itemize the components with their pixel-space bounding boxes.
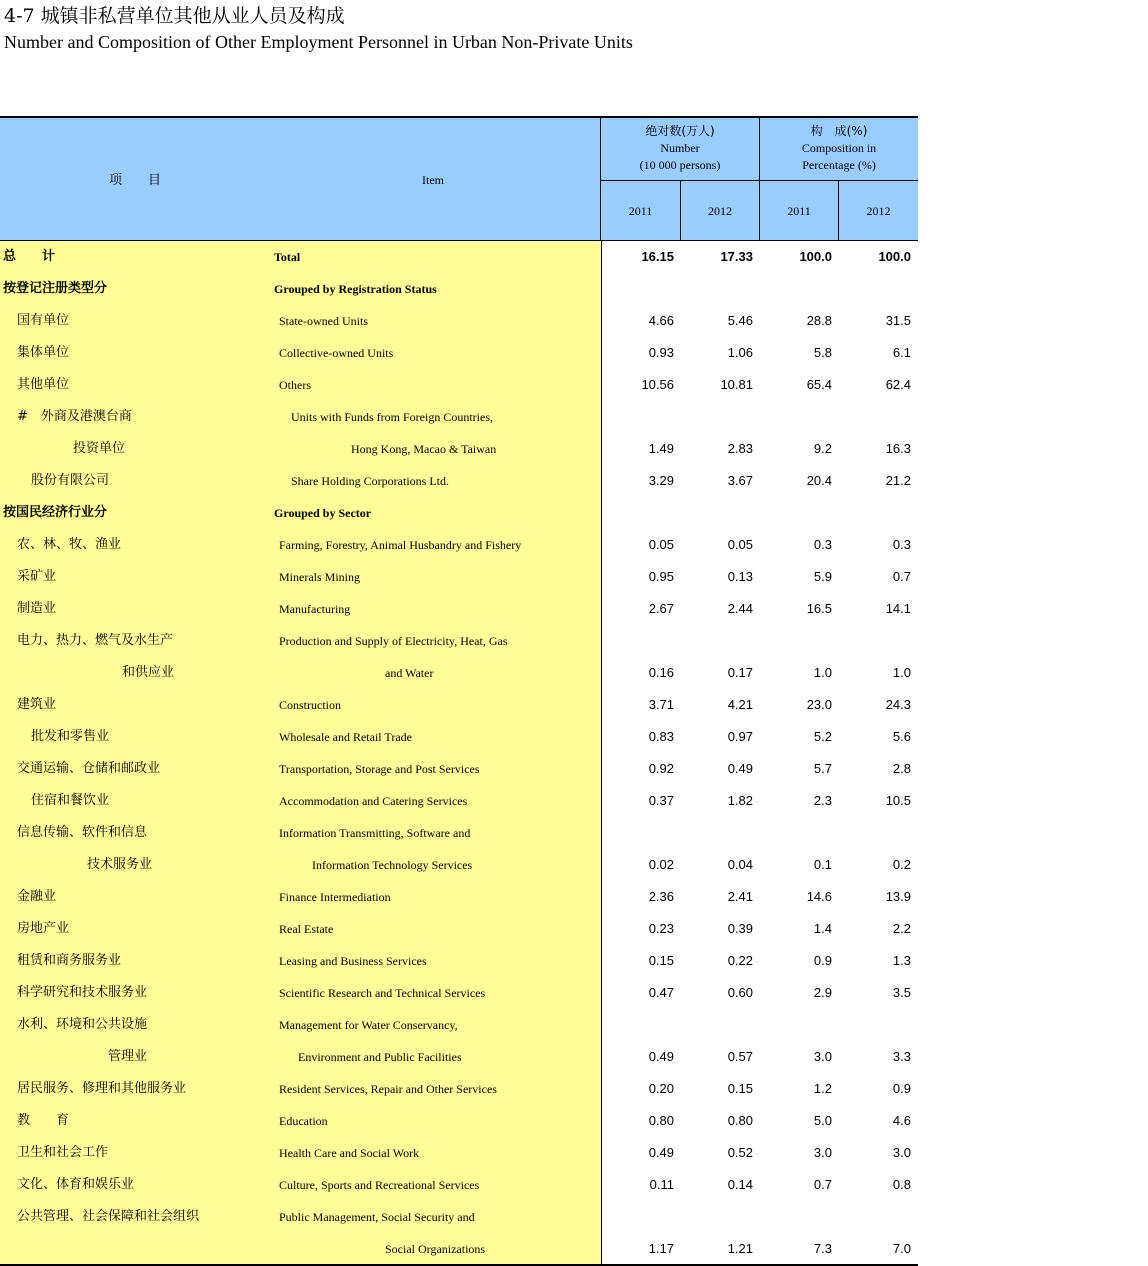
row-label-cn: # 外商及港澳台商	[17, 409, 132, 424]
row-label-cn: 股份有限公司	[31, 473, 110, 488]
table-body	[0, 241, 918, 1265]
row-value: 1.82	[727, 793, 753, 808]
table-row	[0, 1009, 918, 1041]
row-value: 14.6	[806, 889, 832, 904]
row-value: 16.15	[641, 249, 674, 264]
header-year: 2012	[708, 204, 732, 218]
row-label-en: Culture, Sports and Recreational Services	[279, 1178, 480, 1192]
row-value: 16.5	[806, 601, 832, 616]
row-label-en: Social Organizations	[385, 1242, 486, 1256]
row-value: 0.15	[727, 1081, 753, 1096]
row-value: 13.9	[885, 889, 911, 904]
table-row	[0, 1073, 918, 1105]
row-value: 0.05	[727, 537, 753, 552]
row-value: 31.5	[885, 313, 911, 328]
row-label-cn: 文化、体育和娱乐业	[17, 1177, 135, 1192]
row-label-cn: 水利、环境和公共设施	[17, 1017, 148, 1032]
row-value: 0.14	[727, 1177, 753, 1192]
row-label-cn: 农、林、牧、渔业	[17, 537, 122, 552]
row-value: 2.44	[727, 601, 753, 616]
row-label-cn: 和供应业	[122, 665, 175, 680]
row-value: 5.8	[813, 345, 832, 360]
row-value: 1.21	[727, 1241, 753, 1256]
row-value: 0.7	[892, 569, 911, 584]
header-number-unit: (10 000 persons)	[639, 158, 721, 172]
row-label-cn: 居民服务、修理和其他服务业	[17, 1081, 187, 1096]
row-label-cn: 按登记注册类型分	[3, 281, 108, 296]
row-label-en: Scientific Research and Technical Services	[279, 986, 486, 1000]
row-value: 1.2	[813, 1081, 832, 1096]
row-value: 0.49	[648, 1049, 674, 1064]
row-value: 0.13	[727, 569, 753, 584]
header-year: 2012	[866, 204, 891, 218]
row-label-cn: 其他单位	[17, 377, 70, 392]
row-value: 0.3	[813, 537, 832, 552]
row-label-en: Minerals Mining	[279, 570, 360, 584]
row-value: 1.06	[727, 345, 753, 360]
table-row	[0, 241, 918, 273]
table-row	[0, 753, 918, 785]
row-value: 2.36	[648, 889, 674, 904]
row-label-en: Information Transmitting, Software and	[279, 826, 471, 840]
row-label-en: Transportation, Storage and Post Services	[279, 762, 480, 776]
table-row	[0, 529, 918, 561]
row-value: 10.56	[641, 377, 674, 392]
row-value: 0.52	[727, 1145, 753, 1160]
row-value: 2.3	[813, 793, 832, 808]
row-value: 6.1	[892, 345, 911, 360]
row-label-cn: 科学研究和技术服务业	[17, 985, 148, 1000]
table-row	[0, 881, 918, 913]
row-label-cn: 管理业	[108, 1049, 148, 1064]
row-value: 1.0	[813, 665, 832, 680]
row-value: 5.2	[813, 729, 832, 744]
table-row	[0, 337, 918, 369]
header-composition-cn: 构 成(%)	[810, 124, 868, 138]
table-row	[0, 433, 918, 465]
row-label-cn: 交通运输、仓储和邮政业	[17, 761, 161, 776]
header-composition-en: Composition in	[801, 141, 877, 155]
row-value: 5.9	[813, 569, 832, 584]
table-row	[0, 785, 918, 817]
table-row	[0, 721, 918, 753]
table-row	[0, 1041, 918, 1073]
row-value: 100.0	[799, 249, 832, 264]
row-value: 0.16	[648, 665, 674, 680]
row-value: 2.67	[648, 601, 674, 616]
row-value: 1.4	[813, 921, 832, 936]
row-value: 3.5	[892, 985, 911, 1000]
row-value: 1.17	[648, 1241, 674, 1256]
table-row	[0, 401, 918, 433]
row-value: 7.0	[892, 1241, 911, 1256]
row-value: 0.8	[892, 1177, 911, 1192]
row-value: 0.80	[727, 1113, 753, 1128]
row-label-en: Construction	[279, 698, 341, 712]
row-value: 24.3	[885, 697, 911, 712]
row-value: 9.2	[813, 441, 832, 456]
table-row	[0, 465, 918, 497]
row-value: 0.05	[648, 537, 674, 552]
header-number-cn: 绝对数(万人)	[645, 124, 715, 138]
row-label-cn: 总 计	[3, 249, 56, 264]
table-header	[0, 116, 918, 241]
header-year: 2011	[787, 204, 811, 218]
table-row	[0, 1169, 918, 1201]
row-label-cn: 卫生和社会工作	[17, 1145, 109, 1160]
row-value: 1.49	[648, 441, 674, 456]
table-row	[0, 1201, 918, 1233]
row-value: 0.83	[648, 729, 674, 744]
row-label-cn: 制造业	[17, 601, 57, 616]
row-value: 0.9	[813, 953, 832, 968]
row-value: 0.02	[648, 857, 674, 872]
row-label-en: Education	[279, 1114, 328, 1128]
row-value: 3.0	[813, 1049, 832, 1064]
row-label-en: Information Technology Services	[312, 858, 473, 872]
row-label-cn: 采矿业	[17, 569, 57, 584]
row-value: 10.5	[885, 793, 911, 808]
row-value: 0.95	[648, 569, 674, 584]
row-value: 0.23	[648, 921, 674, 936]
table-row	[0, 657, 918, 689]
row-label-cn: 电力、热力、燃气及水生产	[17, 633, 174, 648]
row-value: 10.81	[720, 377, 753, 392]
row-value: 0.20	[648, 1081, 674, 1096]
row-value: 28.8	[806, 313, 832, 328]
row-value: 0.9	[892, 1081, 911, 1096]
row-value: 0.57	[727, 1049, 753, 1064]
row-value: 2.9	[813, 985, 832, 1000]
row-label-cn: 按国民经济行业分	[3, 505, 108, 520]
row-label-en: Collective-owned Units	[279, 346, 394, 360]
header-divider	[600, 180, 918, 181]
table-row	[0, 497, 918, 529]
row-value: 0.7	[813, 1177, 832, 1192]
row-value: 3.29	[648, 473, 674, 488]
table-row	[0, 977, 918, 1009]
row-value: 2.41	[727, 889, 753, 904]
row-value: 3.0	[892, 1145, 911, 1160]
row-label-en: Environment and Public Facilities	[298, 1050, 462, 1064]
row-label-cn: 公共管理、社会保障和社会组织	[17, 1209, 200, 1224]
row-label-cn: 教 育	[17, 1113, 70, 1128]
table-title-english: Number and Composition of Other Employment Personnel in Urban Non-Private Units	[4, 32, 633, 52]
table-row	[0, 593, 918, 625]
row-label-cn: 投资单位	[73, 441, 126, 456]
table-row	[0, 1233, 918, 1265]
table-row	[0, 305, 918, 337]
row-value: 0.39	[727, 921, 753, 936]
row-value: 3.3	[892, 1049, 911, 1064]
row-value: 23.0	[806, 697, 832, 712]
row-value: 0.1	[813, 857, 832, 872]
row-value: 3.71	[648, 697, 674, 712]
row-label-cn: 住宿和餐饮业	[31, 793, 110, 808]
row-label-en: Manufacturing	[279, 602, 351, 616]
row-value: 4.66	[648, 313, 674, 328]
table-row	[0, 625, 918, 657]
row-label-en: Units with Funds from Foreign Countries,	[291, 410, 494, 424]
row-value: 65.4	[806, 377, 832, 392]
header-year: 2011	[628, 204, 653, 218]
row-label-en: Public Management, Social Security and	[279, 1210, 475, 1224]
row-value: 1.0	[892, 665, 911, 680]
row-label-en: Management for Water Conservancy,	[279, 1018, 458, 1032]
row-value: 3.67	[727, 473, 753, 488]
row-value: 0.49	[648, 1145, 674, 1160]
row-value: 0.60	[727, 985, 753, 1000]
row-value: 5.0	[813, 1113, 832, 1128]
row-label-en: Accommodation and Catering Services	[279, 794, 468, 808]
row-label-en: Finance Intermediation	[279, 890, 391, 904]
row-value: 20.4	[806, 473, 832, 488]
row-label-en: Grouped by Registration Status	[274, 282, 437, 296]
row-value: 2.2	[892, 921, 911, 936]
row-value: 0.92	[648, 761, 674, 776]
row-value: 3.0	[813, 1145, 832, 1160]
table-row	[0, 913, 918, 945]
row-label-cn: 信息传输、软件和信息	[17, 825, 148, 840]
row-label-en: Production and Supply of Electricity, Heat, Gas	[279, 634, 508, 648]
row-label-en: Others	[279, 378, 311, 392]
table-row	[0, 945, 918, 977]
table-row	[0, 369, 918, 401]
row-value: 5.7	[813, 761, 832, 776]
row-label-en: Share Holding Corporations Ltd.	[291, 474, 449, 488]
row-value: 4.21	[727, 697, 753, 712]
row-label-en: and Water	[385, 666, 434, 680]
row-label-en: Leasing and Business Services	[279, 954, 427, 968]
row-label-cn: 房地产业	[17, 921, 70, 936]
row-value: 0.47	[648, 985, 674, 1000]
table-title-chinese: 4-7 城镇非私营单位其他从业人员及构成	[4, 5, 345, 27]
row-value: 100.0	[878, 249, 911, 264]
row-label-en: State-owned Units	[279, 314, 368, 328]
header-composition-unit: Percentage (%)	[802, 158, 876, 172]
row-value: 0.22	[727, 953, 753, 968]
row-label-cn: 金融业	[17, 889, 57, 904]
table-row	[0, 817, 918, 849]
row-label-cn: 批发和零售业	[31, 729, 110, 744]
row-label-en: Hong Kong, Macao & Taiwan	[351, 442, 497, 456]
row-value: 0.15	[648, 953, 674, 968]
row-label-cn: 建筑业	[17, 697, 57, 712]
table-row	[0, 849, 918, 881]
header-item-cn: 项 目	[108, 173, 161, 188]
row-value: 14.1	[885, 601, 911, 616]
header-number-en: Number	[660, 141, 700, 155]
table-row	[0, 1105, 918, 1137]
row-value: 62.4	[885, 377, 911, 392]
row-value: 0.37	[648, 793, 674, 808]
row-value: 1.3	[892, 953, 911, 968]
row-label-en: Farming, Forestry, Animal Husbandry and Fishery	[279, 538, 522, 552]
row-value: 0.17	[727, 665, 753, 680]
row-value: 7.3	[813, 1241, 832, 1256]
row-label-en: Wholesale and Retail Trade	[279, 730, 412, 744]
table-row	[0, 273, 918, 305]
row-label-en: Grouped by Sector	[274, 506, 372, 520]
row-value: 0.04	[727, 857, 753, 872]
row-label-cn: 国有单位	[17, 313, 70, 328]
row-value: 21.2	[885, 473, 911, 488]
row-label-cn: 集体单位	[17, 345, 70, 360]
row-value: 2.83	[727, 441, 753, 456]
row-label-cn: 技术服务业	[87, 857, 153, 872]
row-label-en: Resident Services, Repair and Other Services	[279, 1082, 497, 1096]
row-value: 16.3	[885, 441, 911, 456]
row-value: 0.80	[648, 1113, 674, 1128]
header-item-en: Item	[422, 173, 444, 187]
table-row	[0, 689, 918, 721]
row-value: 0.3	[892, 537, 911, 552]
row-value: 17.33	[720, 249, 753, 264]
table-row	[0, 561, 918, 593]
row-label-en: Total	[274, 250, 301, 264]
row-value: 0.11	[649, 1177, 674, 1192]
table-row	[0, 1137, 918, 1169]
row-value: 0.97	[727, 729, 753, 744]
row-value: 0.49	[727, 761, 753, 776]
row-value: 0.2	[892, 857, 911, 872]
row-value: 5.6	[892, 729, 911, 744]
row-value: 2.8	[892, 761, 911, 776]
row-value: 0.93	[648, 345, 674, 360]
row-label-cn: 租赁和商务服务业	[17, 953, 122, 968]
row-value: 4.6	[892, 1113, 911, 1128]
row-label-en: Health Care and Social Work	[279, 1146, 420, 1160]
row-value: 5.46	[727, 313, 753, 328]
row-label-en: Real Estate	[279, 922, 334, 936]
